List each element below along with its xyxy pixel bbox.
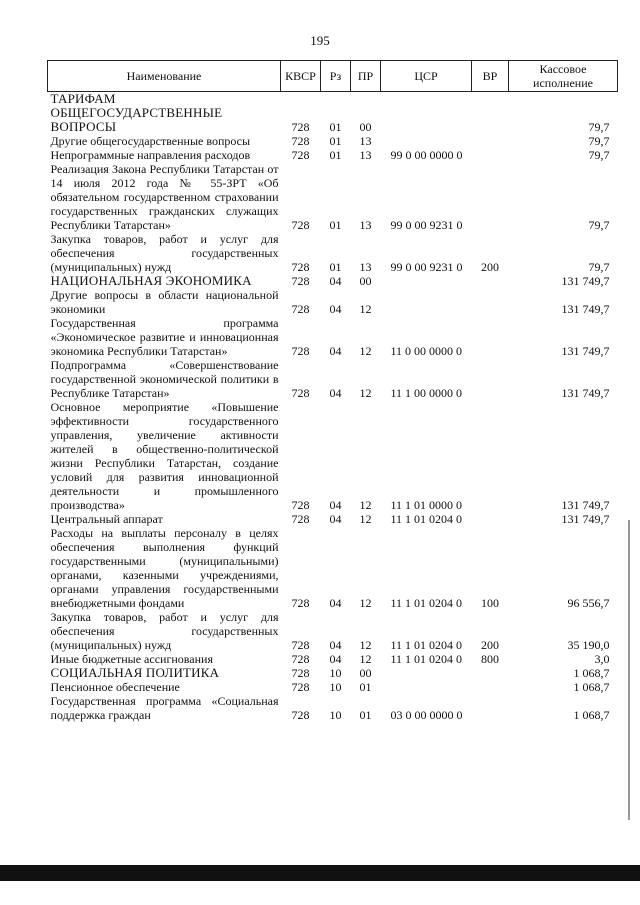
row-pr: 12 [359, 638, 372, 652]
row-csr [381, 666, 472, 680]
row-name: СОЦИАЛЬНАЯ ПОЛИТИКА [50, 665, 220, 680]
row-sum: 131 749,7 [561, 386, 610, 400]
row-vr: 800 [481, 652, 499, 666]
row-vr [472, 694, 509, 722]
row-pr: 12 [359, 498, 372, 512]
row-kvsr: 728 [291, 666, 310, 680]
row-csr: 99 0 00 9231 0 [390, 218, 463, 232]
row-csr: 11 1 01 0204 0 [390, 512, 463, 526]
row-sum: 79,7 [588, 148, 610, 162]
row-rz: 04 [329, 652, 342, 666]
row-kvsr: 728 [291, 274, 310, 288]
row-vr [472, 148, 509, 162]
header-name: Наименование [48, 61, 281, 92]
row-name: Закупка товаров, работ и услуг для обеспечения государственных (муниципальных) нужд [50, 232, 279, 274]
row-name: Непрограммные направления расходов [50, 148, 251, 162]
row-sum: 131 749,7 [561, 344, 610, 358]
row-rz: 01 [329, 148, 342, 162]
row-rz: 04 [329, 512, 342, 526]
row-pr: 01 [359, 708, 372, 722]
row-csr: 11 1 01 0204 0 [390, 652, 463, 666]
row-rz: 10 [329, 680, 342, 694]
row-kvsr: 728 [291, 512, 310, 526]
row-vr [472, 358, 509, 400]
row-sum: 96 556,7 [567, 596, 610, 610]
row-csr [381, 288, 472, 316]
row-csr: 99 0 00 9231 0 [390, 260, 463, 274]
table-row [48, 232, 618, 274]
header-sum: Кассовое исполнение [509, 61, 618, 92]
row-sum: 1 068,7 [573, 680, 610, 694]
row-name: Государственная программа «Экономическое развитие и инновационная экономика Республики Татарстан» [50, 316, 279, 358]
row-sum: 79,7 [588, 218, 610, 232]
header-kvsr: КВСР [281, 61, 321, 92]
table-row [48, 694, 618, 722]
row-rz: 04 [329, 274, 342, 288]
row-vr: 100 [481, 596, 499, 610]
row-csr: 11 0 00 0000 0 [390, 344, 463, 358]
table-row [48, 92, 618, 135]
table-row [48, 512, 618, 526]
row-pr: 12 [359, 302, 372, 316]
row-kvsr: 728 [291, 218, 310, 232]
row-name: Центральный аппарат [50, 512, 163, 526]
row-name: ТАРИФАМ ОБЩЕГОСУДАРСТВЕННЫЕ ВОПРОСЫ [50, 91, 223, 134]
row-sum: 131 749,7 [561, 498, 610, 512]
table-body [48, 92, 618, 723]
row-kvsr: 728 [291, 302, 310, 316]
row-vr: 200 [481, 638, 499, 652]
row-kvsr: 728 [291, 344, 310, 358]
table-row [48, 162, 618, 232]
row-name: Государственная программа «Социальная поддержка граждан [50, 694, 279, 722]
row-kvsr: 728 [291, 708, 310, 722]
row-kvsr: 728 [291, 120, 310, 134]
row-rz: 04 [329, 386, 342, 400]
budget-execution-table [47, 60, 618, 722]
row-rz: 10 [329, 666, 342, 680]
row-sum: 3,0 [594, 652, 610, 666]
row-rz: 01 [329, 260, 342, 274]
row-rz: 01 [329, 134, 342, 148]
row-csr [381, 274, 472, 288]
row-kvsr: 728 [291, 638, 310, 652]
row-vr [472, 400, 509, 512]
row-kvsr: 728 [291, 498, 310, 512]
row-rz: 01 [329, 120, 342, 134]
page-number: 195 [310, 33, 330, 48]
table-row [48, 652, 618, 666]
row-name: Иные бюджетные ассигнования [50, 652, 213, 666]
row-name: Другие общегосударственные вопросы [50, 134, 251, 148]
row-rz: 04 [329, 344, 342, 358]
row-pr: 12 [359, 652, 372, 666]
row-vr [472, 92, 509, 135]
row-sum: 79,7 [588, 134, 610, 148]
row-vr [472, 162, 509, 232]
header-rz: Рз [321, 61, 351, 92]
row-sum: 79,7 [588, 260, 610, 274]
row-csr: 03 0 00 0000 0 [390, 708, 463, 722]
row-csr: 11 1 00 0000 0 [390, 386, 463, 400]
row-name: Пенсионное обеспечение [50, 680, 180, 694]
row-kvsr: 728 [291, 260, 310, 274]
row-pr: 12 [359, 386, 372, 400]
table-row [48, 680, 618, 694]
table-row [48, 610, 618, 652]
row-csr: 99 0 00 0000 0 [390, 148, 463, 162]
row-csr [381, 680, 472, 694]
row-pr: 12 [359, 596, 372, 610]
row-pr: 13 [359, 148, 372, 162]
row-csr: 11 1 01 0204 0 [390, 638, 463, 652]
row-vr [472, 666, 509, 680]
row-name: Реализация Закона Республики Татарстан от 14 июля 2012 года № 55-ЗРТ «Об обязательном государственном страховании государственных гражданских служащих Республики Татарстан» [50, 162, 279, 232]
row-pr: 12 [359, 344, 372, 358]
row-pr: 00 [359, 666, 372, 680]
table-row [48, 148, 618, 162]
row-csr [381, 92, 472, 135]
row-vr [472, 512, 509, 526]
row-name: Основное мероприятие «Повышение эффективности государственного управления, увеличение активности жителей в общественно-политической жизни Республики Татарстан, создание условий для развития инновационной деятельности и промышленного производства» [50, 400, 279, 512]
row-pr: 00 [359, 274, 372, 288]
row-rz: 04 [329, 302, 342, 316]
table-row [48, 134, 618, 148]
table-row [48, 400, 618, 512]
row-pr: 13 [359, 134, 372, 148]
row-pr: 12 [359, 512, 372, 526]
row-kvsr: 728 [291, 134, 310, 148]
row-name: Закупка товаров, работ и услуг для обеспечения государственных (муниципальных) нужд [50, 610, 279, 652]
row-vr: 200 [481, 260, 499, 274]
header-csr: ЦСР [381, 61, 472, 92]
row-rz: 04 [329, 498, 342, 512]
row-vr [472, 316, 509, 358]
table-row [48, 358, 618, 400]
row-csr: 11 1 01 0000 0 [390, 498, 463, 512]
row-pr: 13 [359, 218, 372, 232]
row-vr [472, 288, 509, 316]
table-row [48, 274, 618, 288]
row-name: Подпрограмма «Совершенствование государственной экономической политики в Республике Татарстан» [50, 358, 279, 400]
row-pr: 13 [359, 260, 372, 274]
row-sum: 1 068,7 [573, 708, 610, 722]
row-vr [472, 274, 509, 288]
row-kvsr: 728 [291, 386, 310, 400]
row-rz: 04 [329, 638, 342, 652]
table-row [48, 526, 618, 610]
table-row [48, 666, 618, 680]
row-kvsr: 728 [291, 596, 310, 610]
header-vr: ВР [472, 61, 509, 92]
row-rz: 01 [329, 218, 342, 232]
row-kvsr: 728 [291, 652, 310, 666]
row-sum: 131 749,7 [561, 302, 610, 316]
row-pr: 01 [359, 680, 372, 694]
scan-edge-mark [628, 520, 630, 820]
row-sum: 35 190,0 [567, 638, 610, 652]
table-row [48, 316, 618, 358]
row-vr [472, 680, 509, 694]
row-pr: 00 [359, 120, 372, 134]
row-name: Другие вопросы в области национальной экономики [50, 288, 279, 316]
row-kvsr: 728 [291, 680, 310, 694]
row-name: НАЦИОНАЛЬНАЯ ЭКОНОМИКА [50, 273, 252, 288]
row-sum: 79,7 [588, 120, 610, 134]
scan-bottom-bar [0, 865, 640, 881]
row-sum: 1 068,7 [573, 666, 610, 680]
row-rz: 04 [329, 596, 342, 610]
header-pr: ПР [351, 61, 381, 92]
row-rz: 10 [329, 708, 342, 722]
row-sum: 131 749,7 [561, 512, 610, 526]
row-sum: 131 749,7 [561, 274, 610, 288]
row-csr [381, 134, 472, 148]
row-csr: 11 1 01 0204 0 [390, 596, 463, 610]
row-kvsr: 728 [291, 148, 310, 162]
row-vr [472, 134, 509, 148]
row-name: Расходы на выплаты персоналу в целях обеспечения выполнения функций государственными (муниципальными) органами, казенными учреждениями, органами управления государственными внебюджетными фондами [50, 526, 279, 610]
table-row [48, 288, 618, 316]
table-header-row [48, 61, 618, 92]
